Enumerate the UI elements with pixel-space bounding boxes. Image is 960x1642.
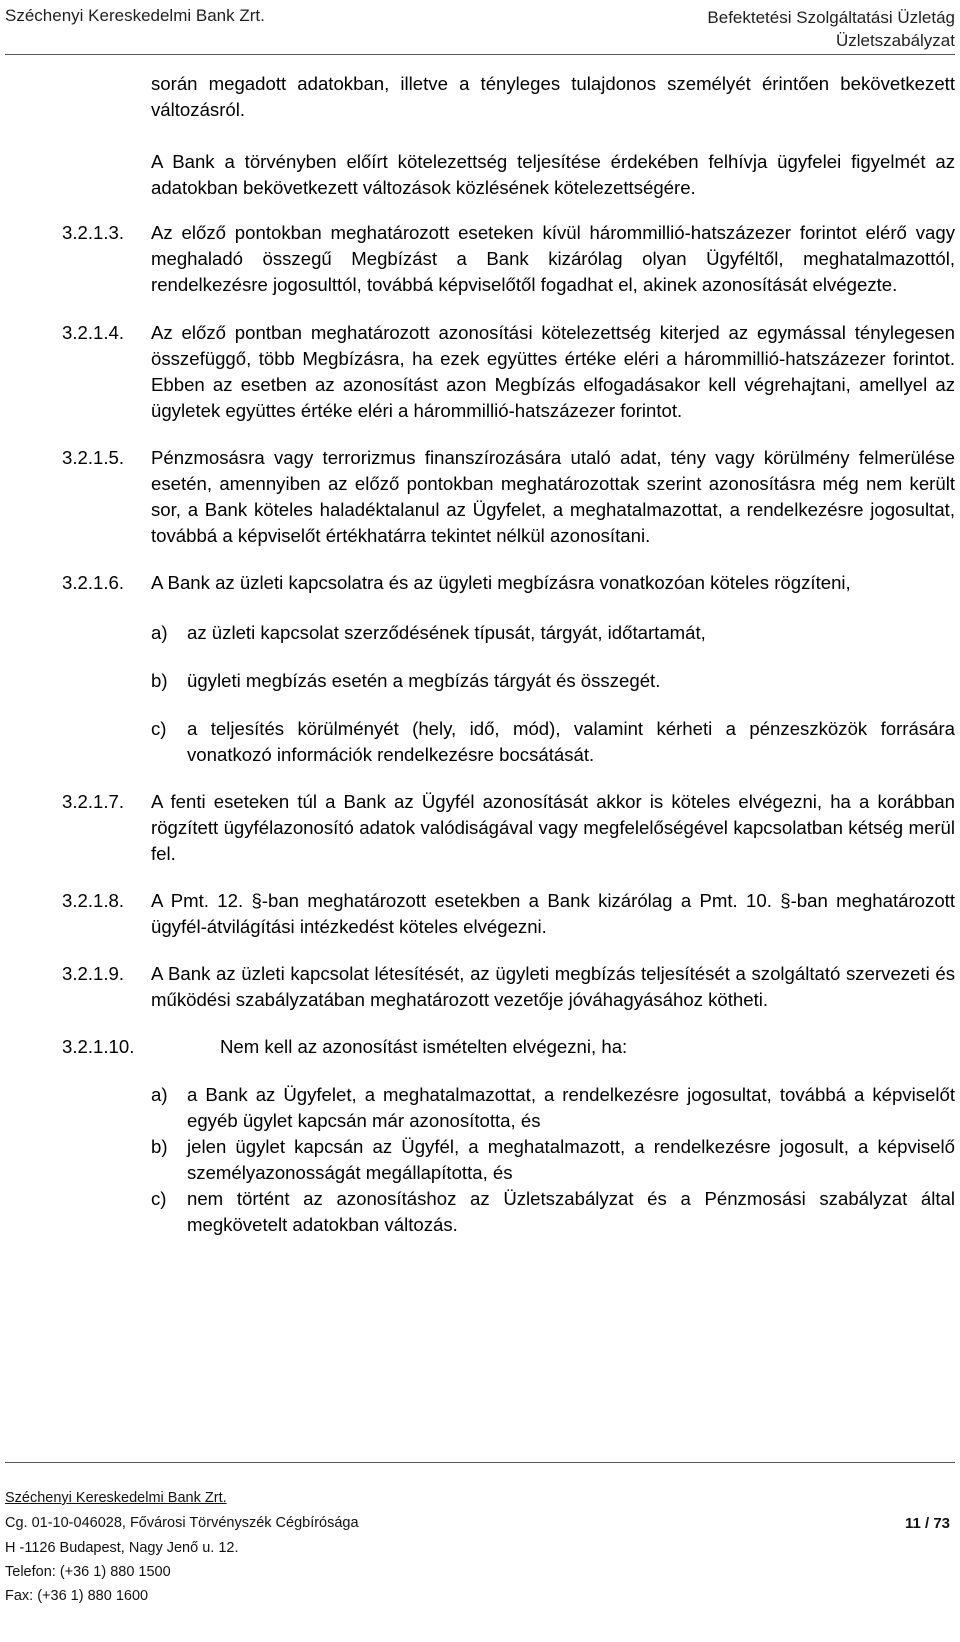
list-label: b) <box>151 670 168 691</box>
header-doc-title <box>707 6 955 52</box>
list-text: ügyleti megbízás esetén a megbízás tárgyát és összegét. <box>187 670 661 691</box>
list-label: a) <box>151 622 168 643</box>
section-number: 3.2.1.10. <box>62 1036 135 1057</box>
section-number: 3.2.1.3. <box>62 222 125 243</box>
list-text: az üzleti kapcsolat szerződésének típusát, tárgyát, időtartamát, <box>187 622 706 643</box>
section-number: 3.2.1.8. <box>62 890 125 911</box>
list-label: a) <box>151 1084 168 1105</box>
notice-paragraph: A Bank a törvényben előírt kötelezettség teljesítése érdekében felhívja ügyfelei figyelmét az adatokban bekövetkezett változások közlésének kötelezettségére. <box>151 151 955 198</box>
page-number: 11 / 73 <box>904 1515 950 1532</box>
list-text: nem történt az azonosításhoz az Üzletszabályzat és a Pénzmosási szabályzat által megkövetelt adatokban változás. <box>187 1188 955 1235</box>
footer-fax: Fax: (+36 1) 880 1600 <box>5 1588 149 1604</box>
section-3-2-1-7 <box>62 789 955 867</box>
section-text: A fenti eseteken túl a Bank az Ügyfél azonosítását akkor is köteles elvégezni, ha a korábban rögzített ügyfélazonosító adatok valódiságával vagy megfelelőségével kapcsolatban kétség merül fel. <box>151 791 955 864</box>
section-number: 3.2.1.9. <box>62 963 125 984</box>
page-footer <box>5 1462 955 1634</box>
list-item <box>151 716 955 768</box>
section-text: Az előző pontban meghatározott azonosítási kötelezettség kiterjed az egymással ténylegesen összefüggő, több Megbízásra, ha ezek együttes értéke eléri a hárommillió-hatszázezer forintot. Ebben az esetben az azonosítást azon Megbízás elfogadásakor kell végrehajtani, amellyel az ügyletek együttes értéke eléri a hárommillió-hatszázezer forintot. <box>151 322 955 421</box>
section-3-2-1-4 <box>62 320 955 424</box>
section-3-2-1-3 <box>62 220 955 298</box>
list-item <box>151 1186 955 1238</box>
header-document: Üzletszabályzat <box>835 31 955 50</box>
footer-address: H -1126 Budapest, Nagy Jenő u. 12. <box>5 1540 239 1556</box>
header-divider <box>5 54 955 55</box>
section-number: 3.2.1.5. <box>62 447 125 468</box>
list-item <box>151 620 955 646</box>
section-3-2-1-9 <box>62 961 955 1013</box>
section-3-2-1-6 <box>62 570 955 596</box>
section-3-2-1-10 <box>62 1034 955 1060</box>
list-text: jelen ügylet kapcsán az Ügyfél, a meghatalmazott, a rendelkezésre jogosult, a képviselő személyazonosságát megállapította, és <box>187 1136 955 1183</box>
section-text: A Pmt. 12. §-ban meghatározott esetekben a Bank kizárólag a Pmt. 10. §-ban meghatározott ügyfél-átvilágítási intézkedést köteles elvégezni. <box>151 890 955 937</box>
list-item <box>151 1134 955 1186</box>
section-number: 3.2.1.7. <box>62 791 125 812</box>
footer-phone: Telefon: (+36 1) 880 1500 <box>5 1564 171 1580</box>
document-body <box>62 71 955 1238</box>
list-label: c) <box>151 1188 167 1209</box>
section-text: Az előző pontokban meghatározott eseteken kívül hárommillió-hatszázezer forintot elérő vagy meghaladó összegű Megbízást a Bank kizárólag olyan Ügyféltől, meghatalmazottól, rendelkezésre jogosulttól, továbbá képviselőtől fogadhat el, akinek azonosítását elvégezte. <box>151 222 955 295</box>
list-label: c) <box>151 718 167 739</box>
section-text: A Bank az üzleti kapcsolat létesítését, az ügyleti megbízás teljesítését a szolgáltató szervezeti és működési szabályzatában meghatározott vezetője jóváhagyásához kötheti. <box>151 963 955 1010</box>
list-item <box>151 1082 955 1134</box>
footer-registry: Cg. 01-10-046028, Fővárosi Törvényszék Cégbírósága <box>5 1515 359 1531</box>
footer-company: Széchenyi Kereskedelmi Bank Zrt. <box>5 1490 227 1506</box>
page-header <box>0 0 960 54</box>
list-text: a teljesítés körülményét (hely, idő, mód), valamint kérheti a pénzeszközök forrására vonatkozó információk rendelkezésre bocsátását. <box>187 718 955 765</box>
list-item <box>151 668 955 694</box>
section-text: Nem kell az azonosítást ismételten elvégezni, ha: <box>220 1036 628 1057</box>
section-3-2-1-8 <box>62 888 955 940</box>
section-number: 3.2.1.4. <box>62 322 125 343</box>
header-company: Széchenyi Kereskedelmi Bank Zrt. <box>5 6 265 25</box>
header-division: Befektetési Szolgáltatási Üzletág <box>707 8 955 27</box>
footer-divider <box>5 1462 955 1463</box>
list-label: b) <box>151 1136 168 1157</box>
continued-paragraph: során megadott adatokban, illetve a tényleges tulajdonos személyét érintően bekövetkezett változásról. <box>151 73 955 120</box>
section-number: 3.2.1.6. <box>62 572 125 593</box>
section-text: Pénzmosásra vagy terrorizmus finanszírozására utaló adat, tény vagy körülmény felmerülése esetén, amennyiben az előző pontokban meghatározottak szerint azonosításra még nem került sor, a Bank köteles haladéktalanul az Ügyfelet, a meghatalmazottat, a rendelkezésre jogosultat, továbbá a képviselőt értékhatárra tekintet nélkül azonosítani. <box>151 447 955 546</box>
section-3-2-1-5 <box>62 445 955 549</box>
list-text: a Bank az Ügyfelet, a meghatalmazottat, a rendelkezésre jogosultat, továbbá a képviselőt egyéb ügylet kapcsán már azonosította, és <box>187 1084 955 1131</box>
section-text: A Bank az üzleti kapcsolatra és az ügyleti megbízásra vonatkozóan köteles rögzíteni, <box>151 572 851 593</box>
